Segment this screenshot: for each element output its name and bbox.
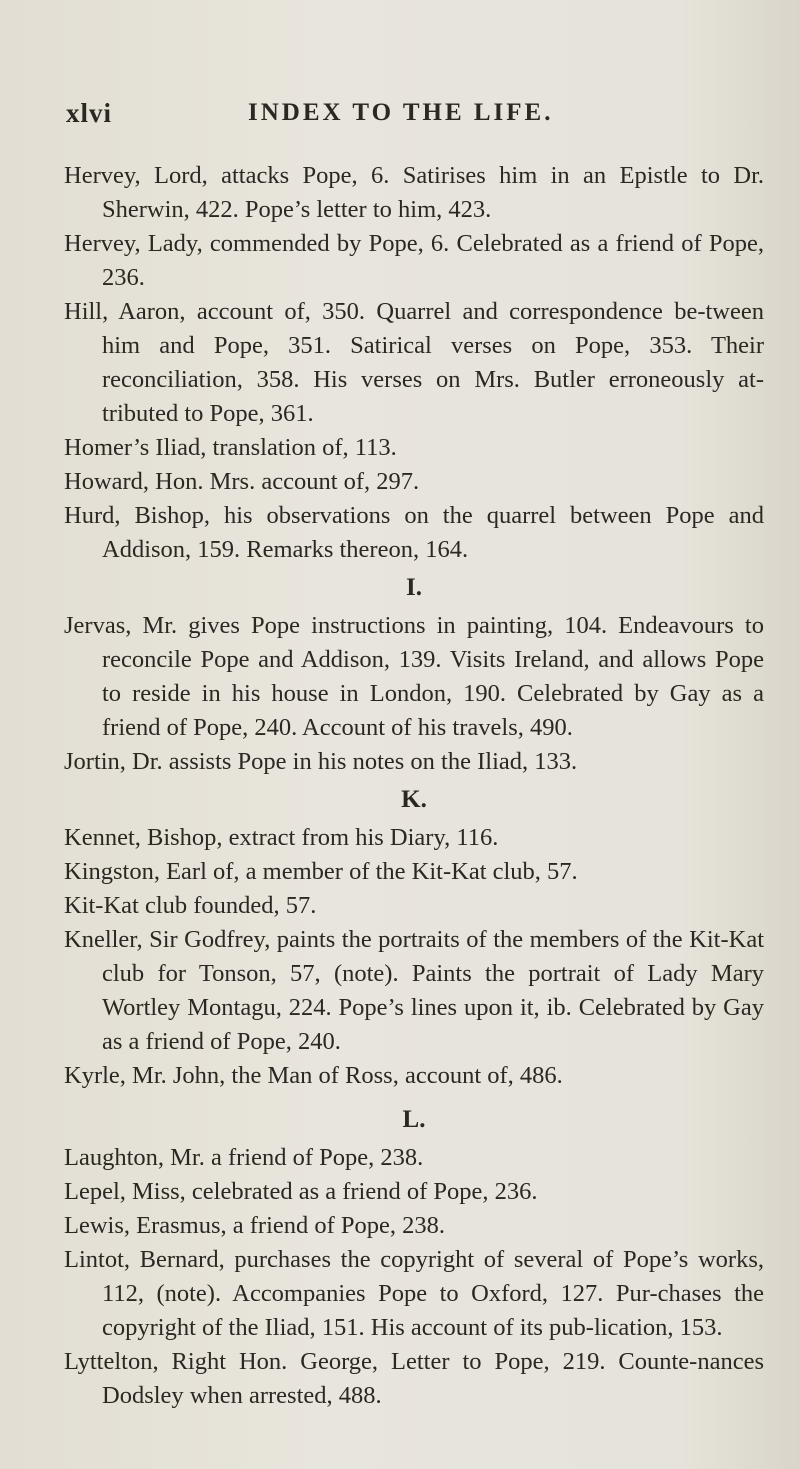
section-heading-k: K. — [401, 786, 427, 813]
section-heading-l: L. — [402, 1106, 426, 1133]
index-entry-laughton: Laughton, Mr. a friend of Pope, 238. — [64, 1144, 424, 1171]
index-entry-kneller: Kneller, Sir Godfrey, paints the portraits of the members of the Kit-Kat club for Tonson, 57, (note). Paints the portrait of Lady Mary Wortley Montagu, 224. Pope’s lines upon it, ib. Celebrated by Gay as a friend of Pope, 240. — [64, 926, 764, 1055]
index-entry-kit-kat: Kit-Kat club founded, 57. — [64, 892, 317, 919]
index-entry-homer: Homer’s Iliad, translation of, 113. — [64, 434, 397, 461]
index-entry-jortin: Jortin, Dr. assists Pope in his notes on the Iliad, 133. — [64, 748, 578, 775]
index-entry-hurd: Hurd, Bishop, his observations on the quarrel between Pope and Addison, 159. Remarks thereon, 164. — [64, 502, 764, 563]
index-entry-kennet: Kennet, Bishop, extract from his Diary, 116. — [64, 824, 499, 851]
index-entry-howard: Howard, Hon. Mrs. account of, 297. — [64, 468, 420, 495]
index-entry-lyttelton: Lyttelton, Right Hon. George, Letter to Pope, 219. Counte-nances Dodsley when arrested, 488. — [64, 1348, 764, 1409]
index-entry-hervey-lady: Hervey, Lady, commended by Pope, 6. Celebrated as a friend of Pope, 236. — [64, 230, 764, 291]
index-entry-lintot: Lintot, Bernard, purchases the copyright of several of Pope’s works, 112, (note). Accompanies Pope to Oxford, 127. Pur-chases the copyright of the Iliad, 151. His account of its pub-lication, 153. — [64, 1246, 764, 1341]
index-content — [64, 159, 764, 1413]
index-entry-kingston: Kingston, Earl of, a member of the Kit-Kat club, 57. — [64, 858, 578, 885]
index-entry-hervey-lord: Hervey, Lord, attacks Pope, 6. Satirises him in an Epistle to Dr. Sherwin, 422. Pope’s letter to him, 423. — [64, 162, 764, 223]
index-entry-jervas: Jervas, Mr. gives Pope instructions in painting, 104. Endeavours to reconcile Pope and Addison, 139. Visits Ireland, and allows Pope to reside in his house in London, 190. Celebrated by Gay as a friend of Pope, 240. Account of his travels, 490. — [64, 612, 764, 741]
running-title: INDEX TO THE LIFE. — [248, 99, 554, 126]
page-header — [66, 98, 760, 138]
index-entry-kyrle: Kyrle, Mr. John, the Man of Ross, account of, 486. — [64, 1062, 563, 1089]
page-number: xlvi — [66, 98, 113, 128]
index-entry-hill: Hill, Aaron, account of, 350. Quarrel and correspondence be-tween him and Pope, 351. Satirical verses on Pope, 353. Their reconciliation, 358. His verses on Mrs. Butler erroneously at-tributed to Pope, 361. — [64, 298, 764, 427]
section-heading-i: I. — [406, 574, 422, 601]
index-entry-lepel: Lepel, Miss, celebrated as a friend of Pope, 236. — [64, 1178, 538, 1205]
index-entry-lewis: Lewis, Erasmus, a friend of Pope, 238. — [64, 1212, 446, 1239]
